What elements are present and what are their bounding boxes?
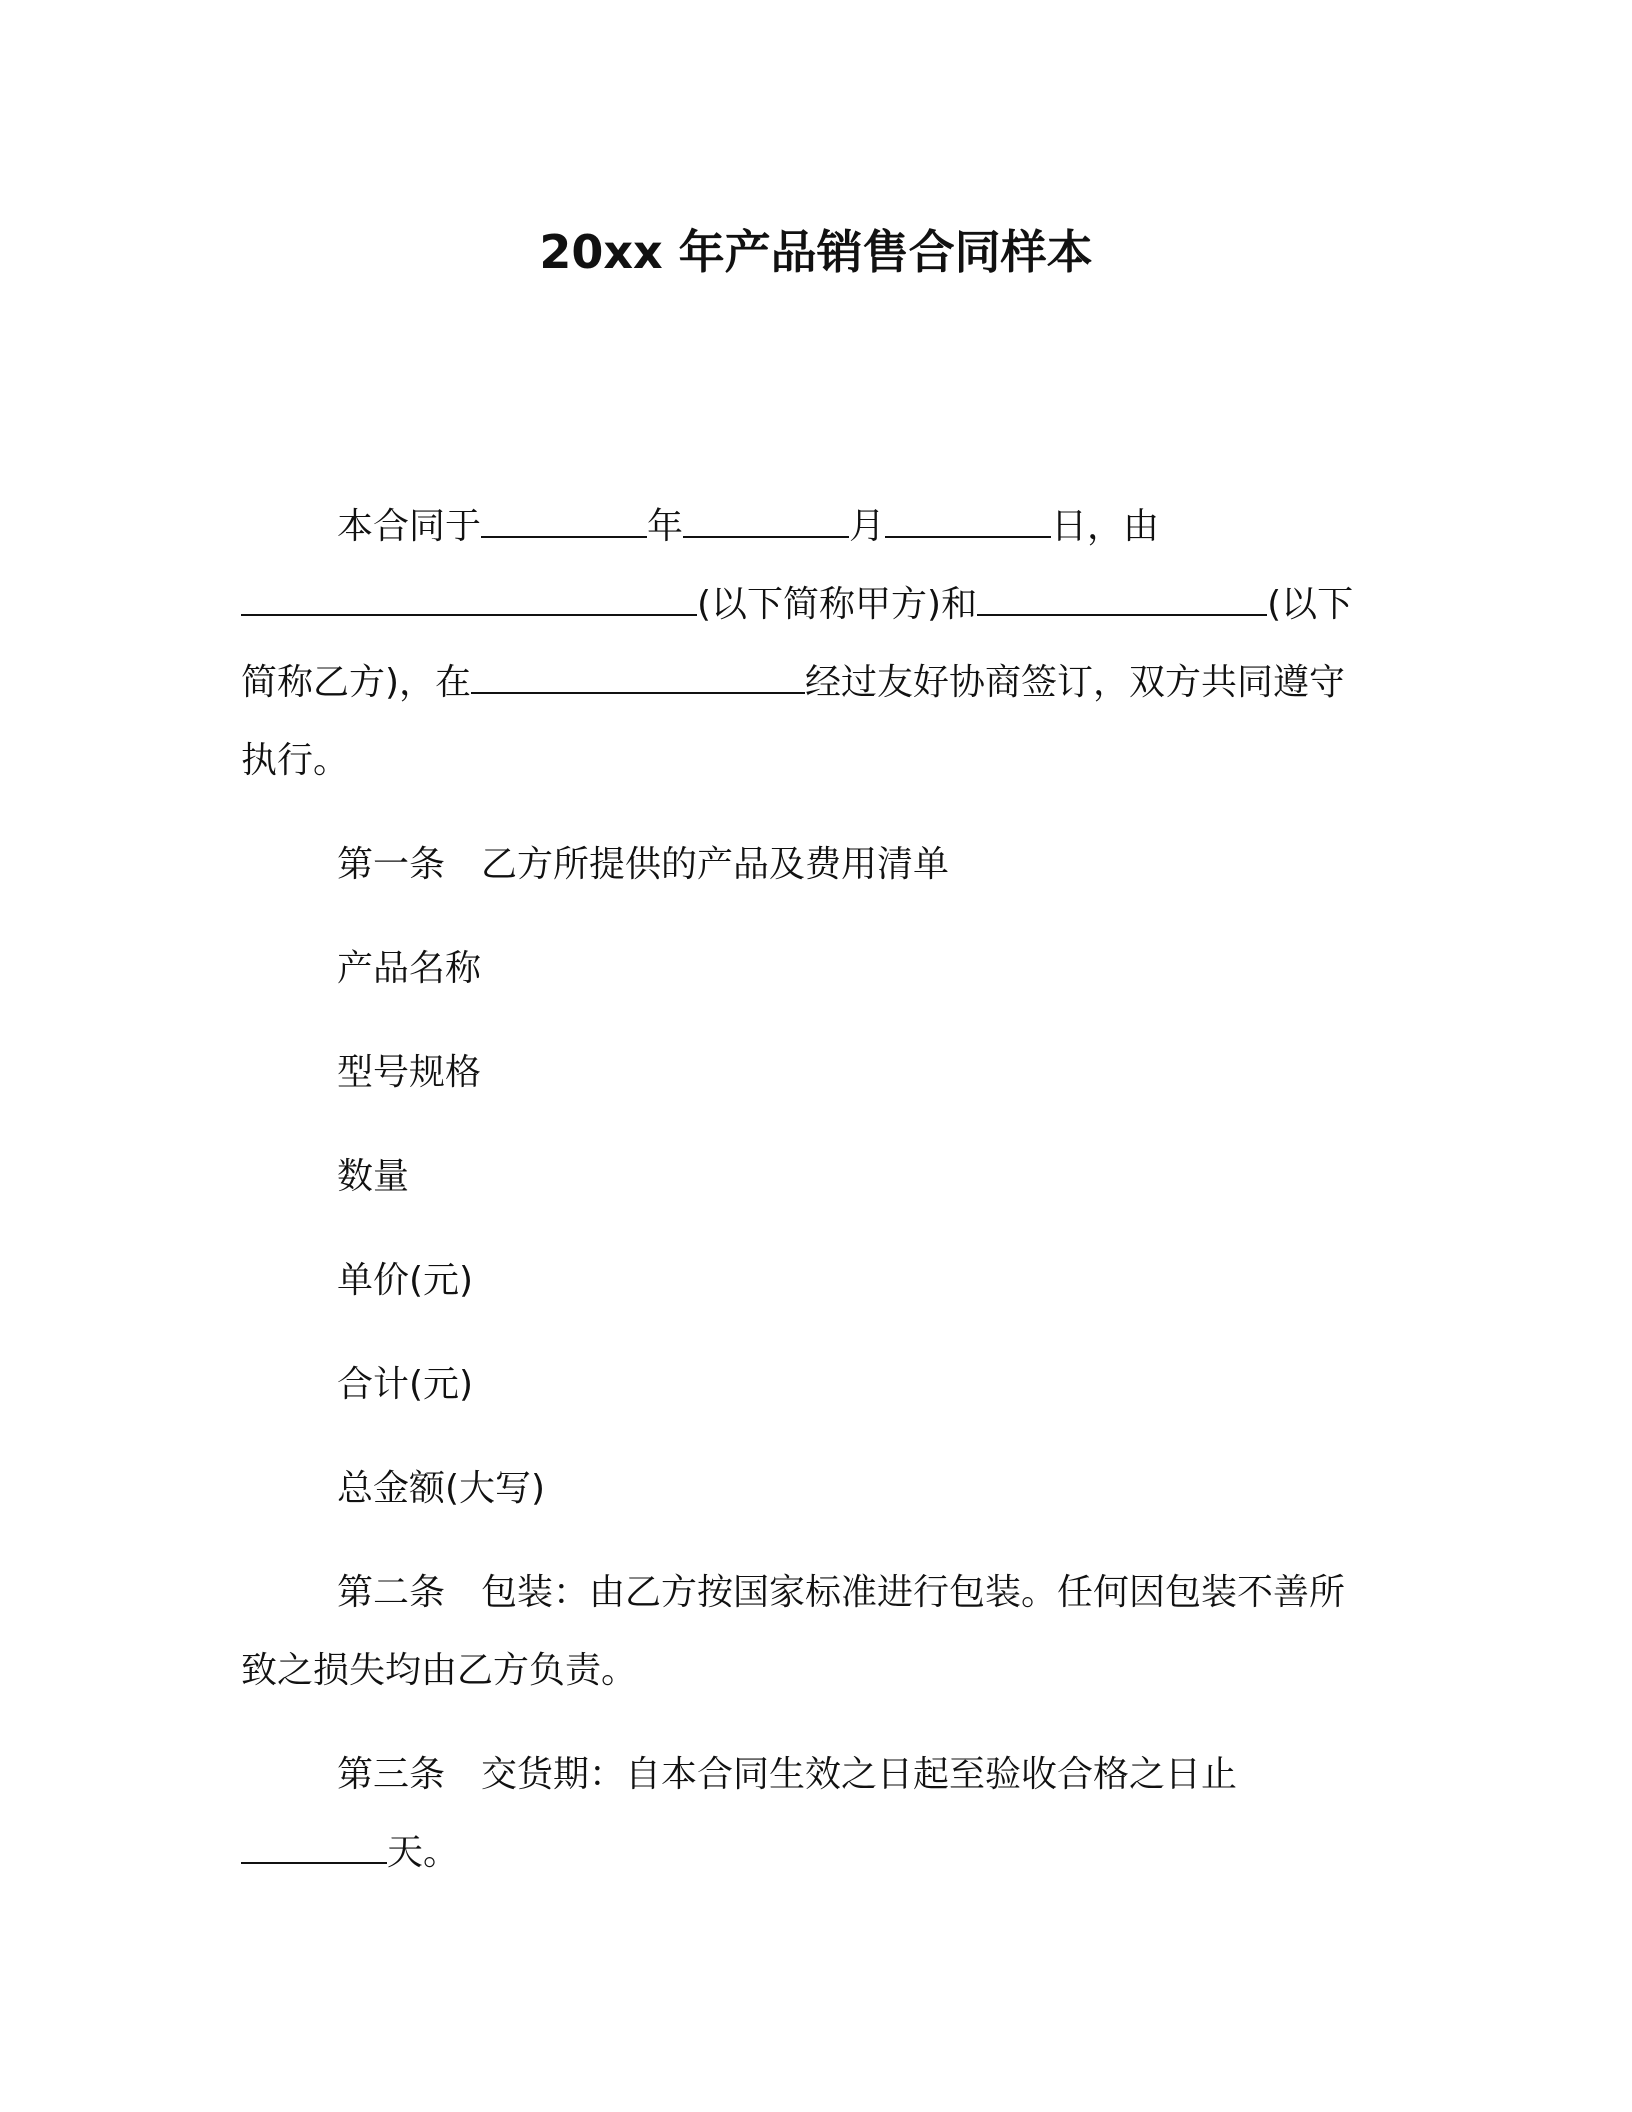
blank-month bbox=[683, 506, 849, 538]
article-label: 第一条 bbox=[337, 844, 446, 885]
blank-party-b bbox=[977, 584, 1267, 616]
intro-text: 本合同于 bbox=[337, 506, 482, 547]
blank-location bbox=[471, 662, 805, 694]
article-1 bbox=[241, 826, 1381, 904]
article-3-line-2 bbox=[241, 1814, 1381, 1892]
blank-day bbox=[885, 506, 1051, 538]
intro-text: 年 bbox=[647, 506, 684, 547]
intro-text: 日，由 bbox=[1051, 506, 1160, 547]
intro-line-3 bbox=[241, 644, 1381, 722]
article-2 bbox=[241, 1554, 1381, 1710]
article-label: 第三条 bbox=[337, 1754, 446, 1795]
intro-paragraph bbox=[241, 488, 1381, 800]
blank-days bbox=[241, 1832, 387, 1864]
article-label: 第二条 bbox=[337, 1572, 446, 1613]
blank-party-a bbox=[241, 584, 697, 616]
intro-line-2 bbox=[241, 566, 1381, 644]
item-unit-price: 单价(元) bbox=[337, 1260, 474, 1301]
article-text: 天。 bbox=[387, 1832, 460, 1873]
article-text: 致之损失均由乙方负责。 bbox=[241, 1650, 638, 1691]
intro-text: (以下简称甲方)和 bbox=[697, 584, 978, 625]
intro-line-1 bbox=[241, 488, 1381, 566]
item-product-name: 产品名称 bbox=[337, 948, 482, 989]
article-3-line-1 bbox=[241, 1736, 1381, 1814]
article-text: 包装：由乙方按国家标准进行包装。任何因包装不善所 bbox=[481, 1572, 1346, 1613]
document-title: 20xx 年产品销售合同样本 bbox=[539, 225, 1093, 279]
item-model-spec: 型号规格 bbox=[337, 1052, 482, 1093]
intro-text: (以下 bbox=[1267, 584, 1354, 625]
article-text: 乙方所提供的产品及费用清单 bbox=[481, 844, 950, 885]
intro-text: 执行。 bbox=[241, 740, 350, 781]
intro-line-4 bbox=[241, 722, 1381, 800]
item-total-amount: 总金额(大写) bbox=[337, 1468, 546, 1509]
intro-text: 简称乙方)，在 bbox=[241, 662, 472, 703]
document-body bbox=[241, 488, 1381, 1892]
article-text: 交货期：自本合同生效之日起至验收合格之日止 bbox=[481, 1754, 1238, 1795]
intro-text: 经过友好协商签订，双方共同遵守 bbox=[805, 662, 1346, 703]
article-2-line-2 bbox=[241, 1632, 1381, 1710]
item-quantity: 数量 bbox=[337, 1156, 410, 1197]
article-3 bbox=[241, 1736, 1381, 1892]
intro-text: 月 bbox=[849, 506, 886, 547]
blank-year bbox=[481, 506, 647, 538]
item-subtotal: 合计(元) bbox=[337, 1364, 474, 1405]
article-2-line-1 bbox=[241, 1554, 1381, 1632]
